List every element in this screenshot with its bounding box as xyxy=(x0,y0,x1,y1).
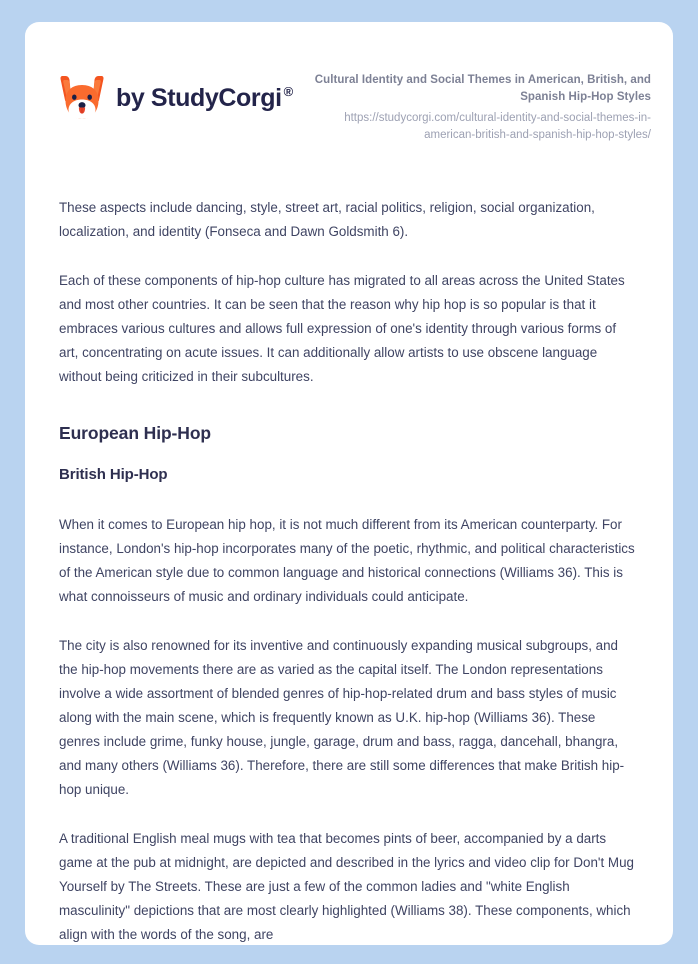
subsection-heading-british-hip-hop: British Hip-Hop xyxy=(59,465,168,483)
brand-name-text xyxy=(116,84,293,113)
brand-logo-block[interactable] xyxy=(59,70,293,122)
section-heading-european-hip-hop: European Hip-Hop xyxy=(59,422,212,443)
header-content-spacer xyxy=(25,144,673,196)
registered-trademark-mark: ® xyxy=(283,84,293,100)
corgi-face-logo-icon xyxy=(59,74,105,122)
document-body xyxy=(25,196,673,945)
brand-name-label: by StudyCorgi xyxy=(116,83,282,112)
document-header xyxy=(25,22,673,144)
page-title: Cultural Identity and Social Themes in American, British, and Spanish Hip-Hop Styles xyxy=(314,74,651,103)
paragraph-5: A traditional English meal mugs with tea that becomes pints of beer, accompanied by a darts game at the pub at midnight, are depicted and described in the lyrics and video clip for Don't Mug Yourself by The Streets. These are just a few of the common ladies and "white English masculinity" depictions that are most clearly highlighted (Williams 38). These components, which align with the words of the song, are xyxy=(59,830,634,942)
header-meta-block xyxy=(299,70,651,144)
paragraph-2: Each of these components of hip-hop culture has migrated to all areas across the United States and most other countries. It can be seen that the reason why hip hop is so popular is that it embraces various cultures and allows full expression of one's identity through various forms of art, concentrating on acute issues. It can additionally allow artists to use obscene language without being criticized in their subcultures. xyxy=(59,272,625,384)
paragraph-4: The city is also renowned for its inventive and continuously expanding musical subgroups, and the hip-hop movements there are as varied as the capital itself. The London representations involve a wide assortment of blended genres of hip-hop-related drum and bass styles of music along with the main scene, which is frequently known as U.K. hip-hop (Williams 36). These genres include grime, funky house, jungle, garage, drum and bass, ragga, dancehall, bhangra, and many others (Williams 36). Therefore, there are still some differences that make British hip-hop unique. xyxy=(59,637,625,797)
document-page-card xyxy=(25,22,673,945)
paragraph-1: These aspects include dancing, style, street art, racial politics, religion, social organization, localization, and identity (Fonseca and Dawn Goldsmith 6). xyxy=(59,199,595,239)
page-source-url[interactable]: https://studycorgi.com/cultural-identity-and-social-themes-in-american-british-and-spanish-hip-hop-styles/ xyxy=(344,112,651,142)
paragraph-3: When it comes to European hip hop, it is not much different from its American counterparty. For instance, London's hip-hop incorporates many of the poetic, rhythmic, and political characteristics of the American style due to common language and historical connections (Williams 36). This is what connoisseurs of music and ordinary individuals could anticipate. xyxy=(59,516,635,604)
